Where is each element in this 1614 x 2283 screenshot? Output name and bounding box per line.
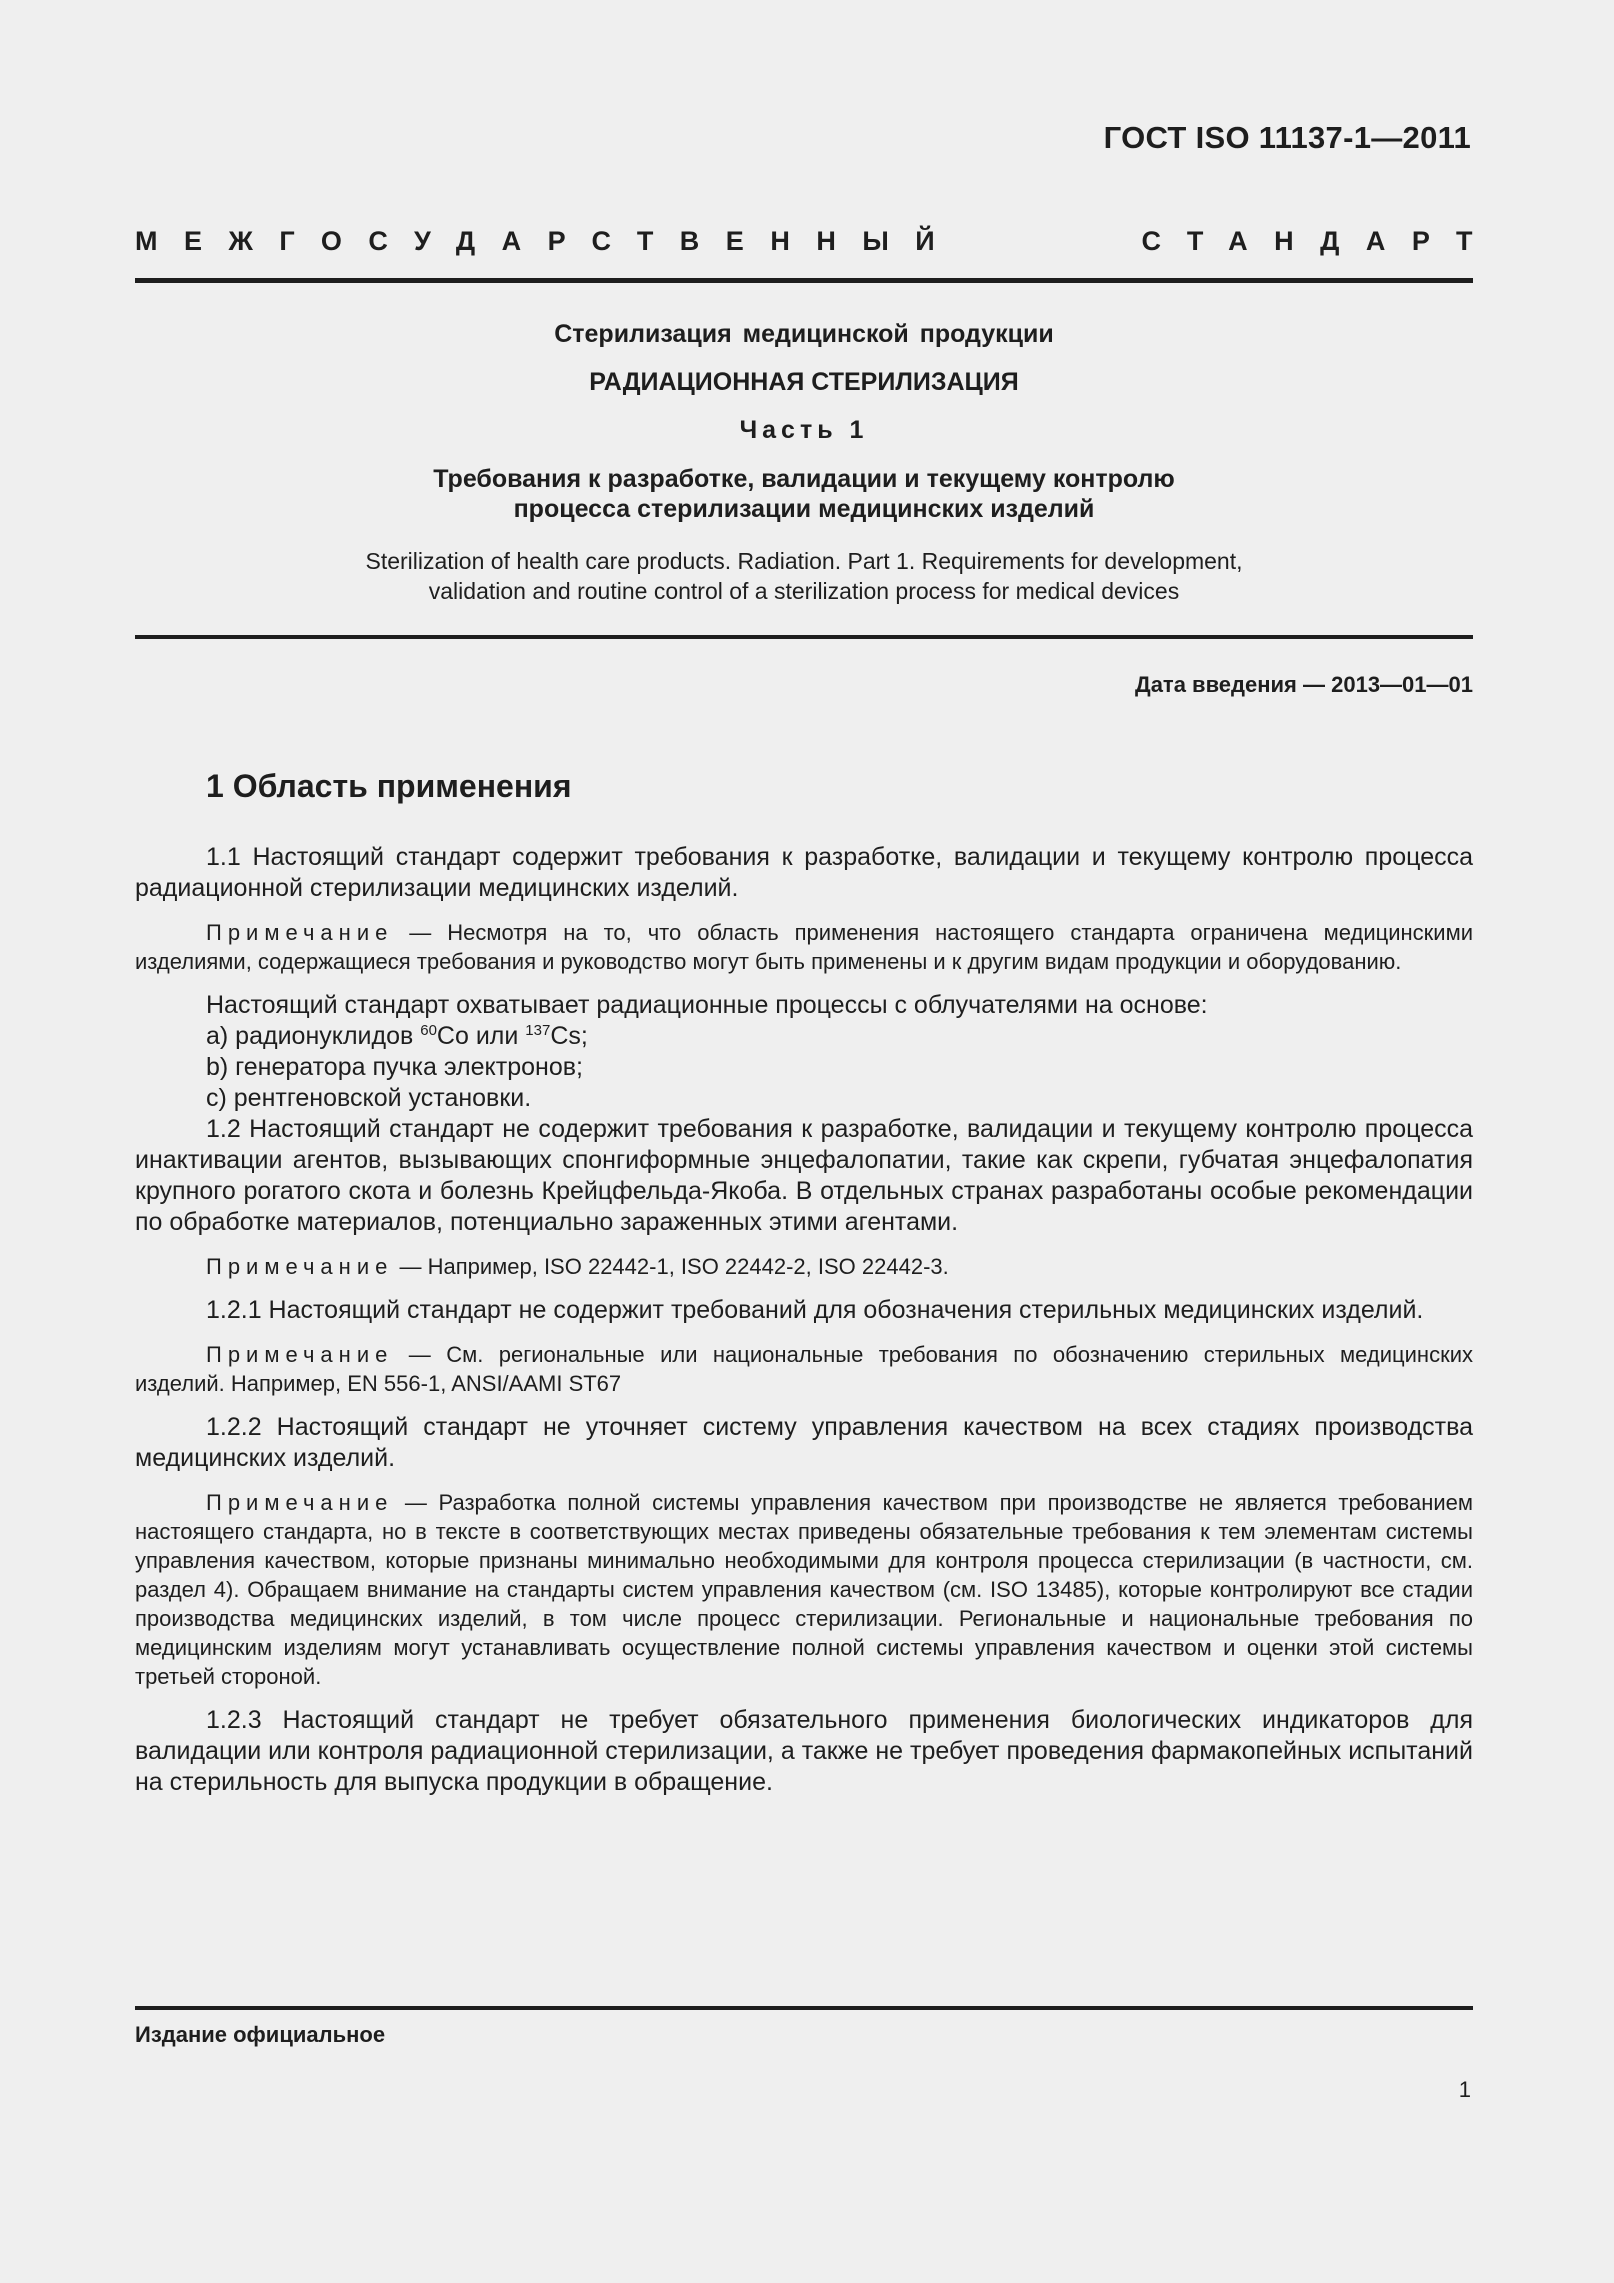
list-item-b: b) генератора пучка электронов; — [206, 1053, 583, 1081]
edition-label: Издание официальное — [135, 2022, 386, 2047]
banner-word-interstate: МЕЖГОСУДАРСТВЕННЫЙ — [135, 226, 962, 256]
note-2 — [135, 1252, 1473, 1281]
page-number: 1 — [1458, 2077, 1471, 2102]
list-item-c: c) рентгеновской установки. — [206, 1084, 532, 1112]
note-4-text: — Разработка полной системы управления качеством при производстве не является требованием настоящего стандарта, но в тексте в соответствующих местах приведены обязательные требования к тем элементам системы управления качеством, которые признаны минимально необходимыми для контроля процесса стерилизации (в частности, см. раздел 4). Обращаем внимание на стандарты систем управления качеством (см. ISO 13485), которые контролируют все стадии производства медицинских изделий, в том числе процесс стерилизации. Региональные и национальные требования по медицинским изделиям могут устанавливать осуществление полной системы управления качеством и оценки этой системы третьей стороной. — [135, 1490, 1473, 1689]
title-line-2: РАДИАЦИОННАЯ СТЕРИЛИЗАЦИЯ — [589, 368, 1019, 396]
note-label: Примечание — [206, 920, 394, 945]
title-english-line-2: validation and routine control of a sterilization process for medical devices — [428, 578, 1180, 604]
section-body — [135, 842, 1473, 1798]
standard-type-banner — [135, 226, 1499, 257]
title-english — [135, 546, 1473, 606]
paragraph-1-2-1: 1.2.1 Настоящий стандарт не содержит требований для обозначения стерильных медицинских изделий. — [206, 1296, 1424, 1324]
header-divider — [135, 278, 1473, 283]
title-subtitle — [135, 464, 1473, 524]
note-4 — [135, 1488, 1473, 1691]
paragraph-scope: Настоящий стандарт охватывает радиационные процессы с облучателями на основе: — [206, 991, 1208, 1019]
paragraph-1-2-2: 1.2.2 Настоящий стандарт не уточняет систему управления качеством на всех стадиях производства медицинских изделий. — [135, 1413, 1473, 1472]
paragraph-1-1: 1.1 Настоящий стандарт содержит требования к разработке, валидации и текущему контролю процесса радиационной стерилизации медицинских изделий. — [135, 843, 1473, 902]
title-part: Часть 1 — [739, 416, 869, 444]
section-heading: 1 Область применения — [206, 768, 572, 804]
isotope-mass-137: 137 — [525, 1022, 551, 1039]
note-label: Примечание — [206, 1342, 394, 1367]
title-english-line-1: Sterilization of health care products. Radiation. Part 1. Requirements for development, — [365, 548, 1243, 574]
document-number: ГОСТ ISO 11137-1—2011 — [1103, 120, 1471, 155]
title-divider — [135, 635, 1473, 639]
isotope-mass-60: 60 — [420, 1022, 437, 1039]
title-subtitle-line-1: Требования к разработке, валидации и текущему контролю — [433, 465, 1175, 493]
footer-divider — [135, 2006, 1473, 2010]
note-3-text: — См. региональные или национальные требования по обозначению стерильных медицинских изделий. Например, EN 556-1, ANSI/AAMI ST67 — [135, 1342, 1473, 1396]
banner-word-standard: СТАНДАРТ — [1141, 226, 1499, 256]
paragraph-1-2: 1.2 Настоящий стандарт не содержит требования к разработке, валидации и текущему контролю процесса инактивации агентов, вызывающих спонгиформные энцефалопатии, такие как скрепи, губчатая энцефалопатия крупного рогатого скота и болезнь Крейцфельда-Якоба. В отдельных странах разработаны особые рекомендации по обработке материалов, потенциально зараженных этими агентами. — [135, 1115, 1473, 1236]
paragraph-1-2-3: 1.2.3 Настоящий стандарт не требует обязательного применения биологических индикаторов для валидации или контроля радиационной стерилизации, а также не требует проведения фармакопейных испытаний на стерильность для выпуска продукции в обращение. — [135, 1706, 1473, 1796]
note-1 — [135, 918, 1473, 976]
title-subtitle-line-2: процесса стерилизации медицинских изделий — [513, 495, 1095, 523]
note-1-text: — Несмотря на то, что область применения настоящего стандарта ограничена медицинскими изделиями, содержащиеся требования и руководство могут быть применены и к другим видам продукции и оборудованию. — [135, 920, 1473, 974]
list-item-a-text-2: Co или — [436, 1022, 526, 1050]
introduction-date: Дата введения — 2013—01—01 — [1135, 672, 1473, 697]
note-label: Примечание — [206, 1254, 394, 1279]
note-2-text: — Например, ISO 22442-1, ISO 22442-2, ISO 22442-3. — [393, 1254, 949, 1279]
title-line-1: Стерилизация медицинской продукции — [554, 320, 1054, 348]
note-label: Примечание — [206, 1490, 394, 1515]
list-item-a — [135, 1021, 1473, 1052]
list-item-a-text: а) радионуклидов — [206, 1022, 421, 1050]
note-3 — [135, 1340, 1473, 1398]
list-item-a-text-3: Cs; — [550, 1022, 588, 1050]
